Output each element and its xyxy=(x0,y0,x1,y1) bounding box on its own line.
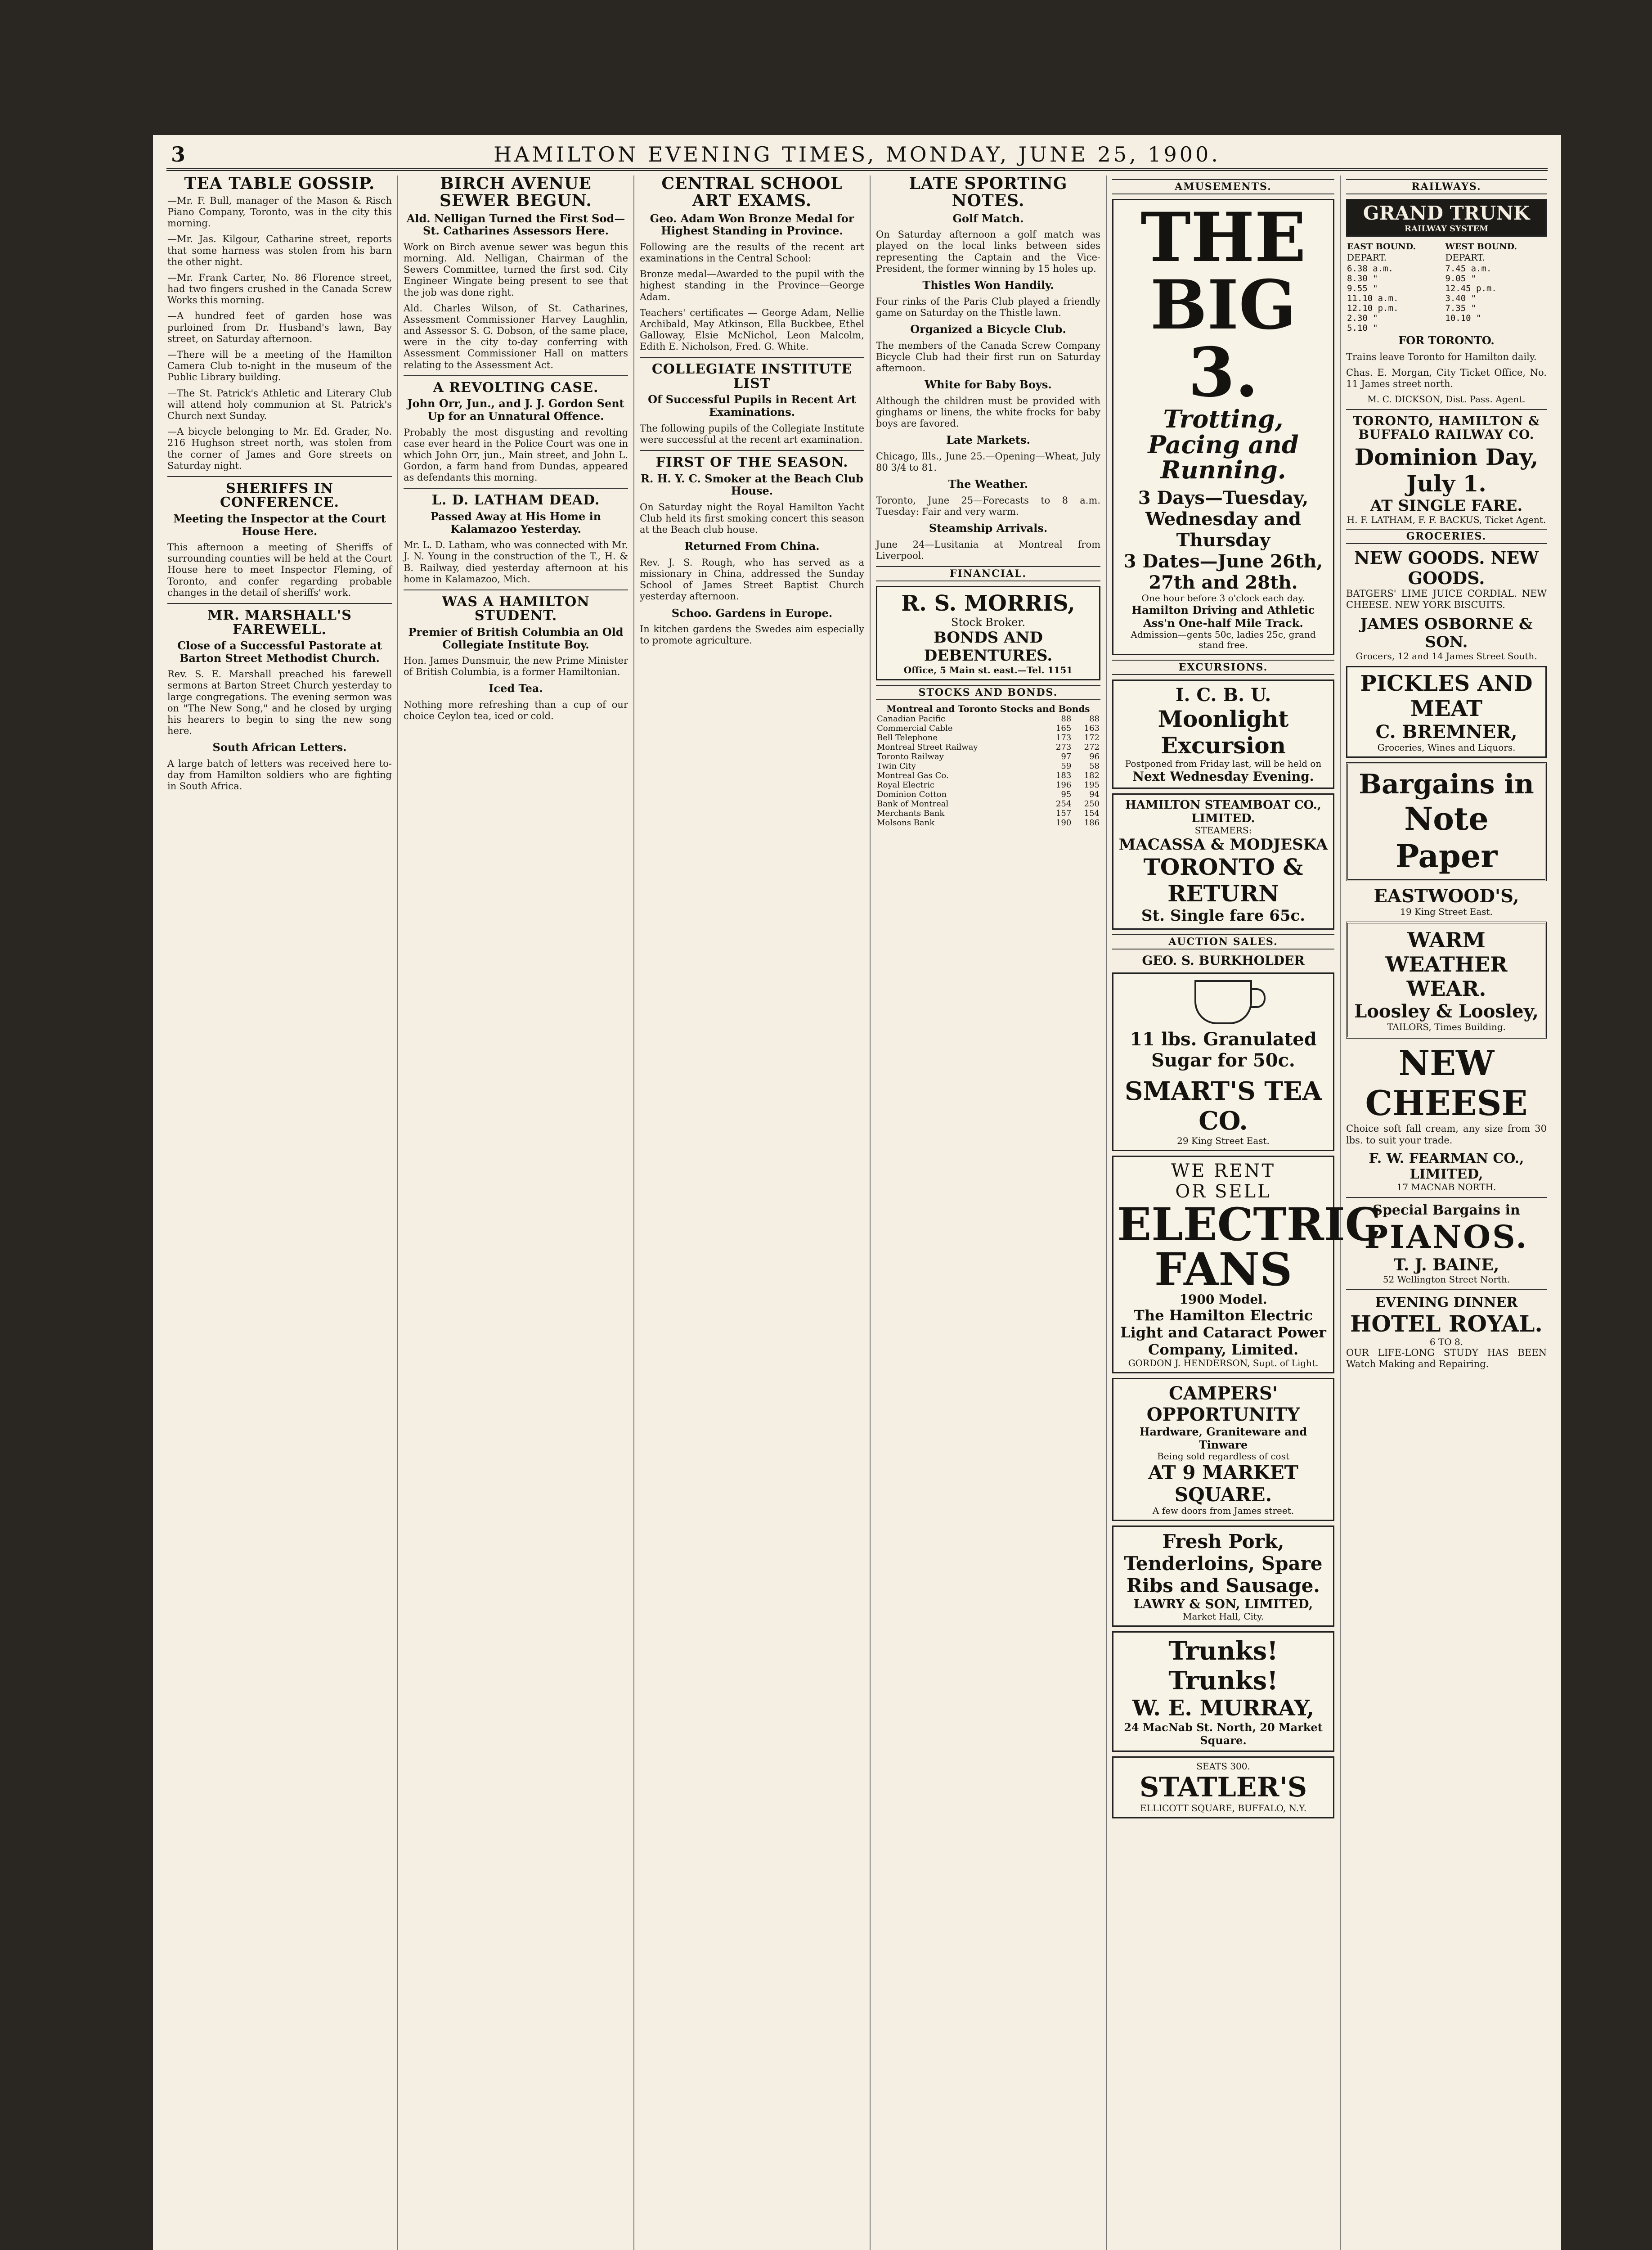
stock-name: Montreal Gas Co. xyxy=(877,771,949,781)
page-number: 3 xyxy=(171,142,186,166)
or-sell: OR SELL xyxy=(1175,1181,1271,1202)
stock-name: Merchants Bank xyxy=(877,809,945,819)
train-time: 12.10 p.m. xyxy=(1347,303,1399,313)
article-text: Four rinks of the Paris Club played a friendly game on Saturday on the Thistle lawn. xyxy=(876,296,1100,318)
article-text: On Saturday night the Royal Hamilton Yacht Club held its first smoking concert this season at the Beach club house. xyxy=(640,501,864,536)
we-rent: WE RENT xyxy=(1171,1161,1276,1182)
sugar-line1: 11 lbs. Granulated xyxy=(1130,1029,1317,1050)
steamers: STEAMERS: xyxy=(1194,825,1252,836)
special: Special Bargains in xyxy=(1373,1202,1520,1218)
article-text: Work on Birch avenue sewer was begun this morning. Ald. Nelligan, Chairman of the Sewers Committee, turned the first sod. City Engineer Wingate being present to see that the job was done right. xyxy=(404,241,628,298)
stock-name: Montreal Street Railway xyxy=(877,742,978,752)
fearman-addr: 17 MACNAB NORTH. xyxy=(1396,1181,1496,1192)
stock-ask: 183 xyxy=(1055,771,1072,781)
next-wed: Next Wednesday Evening. xyxy=(1132,769,1314,784)
stock-row xyxy=(876,752,1100,761)
article-text: The following pupils of the Collegiate Institute were successful at the recent art examination. xyxy=(640,423,864,445)
campers: CAMPERS' OPPORTUNITY xyxy=(1146,1383,1300,1426)
article-text: On Saturday afternoon a golf match was played on the local links between sides representing the Captain and the Vice-President, the former winning by 15 holes up. xyxy=(876,229,1100,274)
subhead: Premier of British Columbia an Old Collegiate Institute Boy. xyxy=(408,625,624,651)
ad-rs-morris xyxy=(876,586,1100,680)
pianos: PIANOS. xyxy=(1364,1218,1529,1256)
lawry-addr: Market Hall, City. xyxy=(1183,1611,1264,1622)
subhead-bicycle: Organized a Bicycle Club. xyxy=(910,322,1066,336)
stock-bid: 250 xyxy=(1084,799,1100,809)
ad-sugar xyxy=(1112,972,1334,1151)
murray-addr: 24 MacNab St. North, 20 Market Square. xyxy=(1124,1721,1323,1747)
ad-trunks xyxy=(1112,1631,1334,1752)
few-doors: A few doors from James street. xyxy=(1152,1505,1294,1516)
new-cheese: NEW CHEESE xyxy=(1365,1043,1528,1124)
stock-bid: 186 xyxy=(1084,818,1100,828)
eastwoods: EASTWOOD'S, xyxy=(1374,886,1519,907)
stock-name: Bank of Montreal xyxy=(877,799,949,809)
section-financial: FINANCIAL. xyxy=(876,566,1100,581)
headline-sewer: BIRCH AVENUE SEWER BEGUN. xyxy=(440,174,592,210)
east-bound: EAST BOUND. xyxy=(1347,242,1416,252)
gtr-sub: RAILWAY SYSTEM xyxy=(1405,224,1488,234)
stock-row xyxy=(876,761,1100,771)
article-text: —A hundred feet of garden hose was purloined from Dr. Husband's lawn, Bay street, on Saturday afternoon. xyxy=(167,310,392,344)
hel-co: The Hamilton Electric Light and Cataract Power Company, Limited. xyxy=(1120,1307,1326,1359)
warm: WARM WEATHER WEAR. xyxy=(1385,928,1508,1001)
dickson: M. C. DICKSON, Dist. Pass. Agent. xyxy=(1367,394,1526,405)
masthead xyxy=(166,141,1548,171)
west-times xyxy=(1444,263,1547,333)
lawry: LAWRY & SON, LIMITED, xyxy=(1133,1597,1313,1612)
stock-ask: 196 xyxy=(1055,780,1072,790)
cheese-text: Choice soft fall cream, any size from 30 lbs. to suit your trade. xyxy=(1346,1123,1547,1146)
subhead-weather: The Weather. xyxy=(948,477,1028,491)
column-sporting xyxy=(871,176,1107,2250)
eastwoods-addr: 19 King Street East. xyxy=(1400,906,1493,918)
steam-co: HAMILTON STEAMBOAT CO., LIMITED. xyxy=(1125,798,1321,826)
stock-ask: 88 xyxy=(1061,714,1072,724)
hotel-time: 6 TO 8. xyxy=(1429,1336,1463,1347)
headline-sheriffs: SHERIFFS IN CONFERENCE. xyxy=(220,480,339,511)
stock-name: Commercial Cable xyxy=(877,724,953,734)
stock-ask: 97 xyxy=(1061,752,1072,762)
article-text: —The St. Patrick's Athletic and Literary Club will attend holy communion at St. Patrick's Church next Sunday. xyxy=(167,387,392,421)
article-text: —A bicycle belonging to Mr. Ed. Grader, No. 216 Hughson street north, was stolen from the corner of James and Gore streets on Saturday night. xyxy=(167,426,392,471)
bremner-sub: Groceries, Wines and Liquors. xyxy=(1377,742,1516,753)
stock-bid: 96 xyxy=(1089,752,1100,762)
article-text: —Mr. Jas. Kilgour, Catharine street, reports that some harness was stolen from his barn the other night. xyxy=(167,234,392,267)
sold-regardless: Being sold regardless of cost xyxy=(1157,1451,1289,1462)
ad-fresh-pork xyxy=(1112,1526,1334,1627)
trains-note: Trains leave Toronto for Hamilton daily. xyxy=(1346,351,1537,362)
article-text: —Mr. Frank Carter, No. 86 Florence street, had two fingers crushed in the Canada Screw Works this morning. xyxy=(167,272,392,306)
stock-bid: 195 xyxy=(1084,780,1100,790)
osborne: JAMES OSBORNE & SON. xyxy=(1360,615,1533,652)
section-stocks: STOCKS AND BONDS. xyxy=(876,685,1100,700)
bremner: C. BREMNER, xyxy=(1375,721,1517,743)
article-text: Probably the most disgusting and revolting case ever heard in the Police Court was one in which John Orr, jun., Main street, and John L. Gordon, a farm hand from Dundas, appeared as defendants this morning. xyxy=(404,427,628,483)
article-text: In kitchen gardens the Swedes aim especially to promote agriculture. xyxy=(640,624,864,646)
ad-warm-weather xyxy=(1346,922,1547,1039)
subhead-gardens: Schoo. Gardens in Europe. xyxy=(671,606,833,620)
fans: FANS xyxy=(1154,1243,1293,1296)
agent: Chas. E. Morgan, City Ticket Office, No. 11 James street north. xyxy=(1346,367,1547,389)
stock-name: Dominion Cotton xyxy=(877,790,947,800)
dateline: HAMILTON EVENING TIMES, MONDAY, JUNE 25, 1900. xyxy=(494,142,1221,166)
big3-tpr: Trotting, Pacing and Running. xyxy=(1148,405,1299,485)
subhead: Of Successful Pupils in Recent Art Examinations. xyxy=(648,393,856,419)
stock-name: Twin City xyxy=(877,761,916,771)
subhead-thistles: Thistles Won Handily. xyxy=(922,278,1054,292)
article-text: Nothing more refreshing than a cup of our choice Ceylon tea, iced or cold. xyxy=(404,699,628,722)
ad-big3 xyxy=(1112,199,1334,655)
stock-bid: 58 xyxy=(1089,761,1100,771)
article-text: —There will be a meeting of the Hamilton Camera Club to-night in the museum of the Public Library building. xyxy=(167,349,392,383)
statlers-addr: ELLICOTT SQUARE, BUFFALO, N.Y. xyxy=(1140,1803,1307,1814)
headline-tea-table: TEA TABLE GOSSIP. xyxy=(184,174,375,193)
train-time: 6.38 a.m. xyxy=(1347,264,1393,274)
stock-bid: 172 xyxy=(1084,733,1100,743)
big3-hdaa: Hamilton Driving and Athletic Ass'n One-half Mile Track. xyxy=(1131,603,1315,630)
article-text: Toronto, June 25—Forecasts to 8 a.m. Tuesday: Fair and very warm. xyxy=(876,495,1100,517)
single-fare: AT SINGLE FARE. xyxy=(1370,496,1523,515)
stock-ask: 254 xyxy=(1055,799,1072,809)
stock-name: Canadian Pacific xyxy=(877,714,946,724)
stock-row xyxy=(876,733,1100,742)
loosley: Loosley & Loosley, xyxy=(1354,1001,1539,1022)
subhead: Ald. Nelligan Turned the First Sod—St. Catharines Assessors Here. xyxy=(406,212,625,238)
ad-statlers xyxy=(1112,1756,1334,1818)
headline-first-season: FIRST OF THE SEASON. xyxy=(655,454,848,471)
statlers-seats: SEATS 300. xyxy=(1196,1761,1250,1772)
bargains: Bargains in xyxy=(1359,769,1534,801)
ad-electric-fans xyxy=(1112,1156,1381,1373)
subhead-south-african: South African Letters. xyxy=(212,741,347,754)
headline-sporting: LATE SPORTING NOTES. xyxy=(909,174,1068,210)
stock-row xyxy=(876,818,1100,828)
ad-note-paper xyxy=(1346,762,1547,881)
stock-ask: 165 xyxy=(1055,724,1072,734)
morris-name: R. S. MORRIS, xyxy=(901,591,1075,616)
stock-ask: 95 xyxy=(1061,790,1072,800)
stocks-sub: Montreal and Toronto Stocks and Bonds xyxy=(886,703,1090,715)
headline-revolting: A REVOLTING CASE. xyxy=(433,379,599,396)
ad-campers xyxy=(1112,1378,1334,1521)
column-tea-table-gossip xyxy=(162,176,398,2250)
ad-moonlight xyxy=(1112,680,1334,789)
smarts-addr: 29 King Street East. xyxy=(1177,1135,1270,1147)
single-fare: St. Single fare 65c. xyxy=(1141,907,1306,925)
newspaper-page xyxy=(153,135,1561,2250)
article-text: Chicago, Ills., June 25.—Opening—Wheat, July 80 3/4 to 81. xyxy=(876,450,1100,473)
article-text: Although the children must be provided with ginghams or linens, the white frocks for baby boys are favored. xyxy=(876,395,1100,429)
osborne-sub: Grocers, 12 and 14 James Street South. xyxy=(1356,651,1537,662)
stocks-table xyxy=(876,714,1100,828)
subhead: R. H. Y. C. Smoker at the Beach Club House. xyxy=(641,472,863,498)
new-goods: NEW GOODS. NEW GOODS. xyxy=(1354,547,1539,588)
stock-row xyxy=(876,780,1100,790)
fresh-pork: Fresh Pork, Tenderloins, Spare Ribs and Sausage. xyxy=(1124,1530,1323,1597)
icbu: I. C. B. U. xyxy=(1175,684,1271,706)
subhead-markets: Late Markets. xyxy=(946,433,1030,447)
toronto-head: FOR TORONTO. xyxy=(1398,334,1495,347)
article-text: June 24—Lusitania at Montreal from Liverpool. xyxy=(876,539,1100,561)
stock-bid: 163 xyxy=(1084,724,1100,734)
train-time: 3.40 " xyxy=(1445,293,1477,303)
stock-row xyxy=(876,790,1100,799)
subhead-china: Returned From China. xyxy=(684,540,820,553)
big3-days: 3 Days—Tuesday, Wednesday and Thursday xyxy=(1138,487,1309,551)
toronto-return: TORONTO & RETURN xyxy=(1143,854,1303,907)
section-railways: RAILWAYS. xyxy=(1346,179,1547,194)
moonlight: Moonlight Excursion xyxy=(1158,706,1289,759)
column-art-exams xyxy=(634,176,871,2250)
depart: DEPART. xyxy=(1445,252,1485,263)
article-text: Ald. Charles Wilson, of St. Catharines, Assessment Commissioner Harvey Laughlin, and Assessor S. G. Dobson, of the same place, were in the city to-day conferring with Assessment Commissioner Hall on matters relating to the Assessment Act. xyxy=(404,302,628,370)
stock-bid: 272 xyxy=(1084,742,1100,752)
teacup-icon xyxy=(1194,980,1252,1024)
evening-dinner: EVENING DINNER xyxy=(1375,1294,1518,1310)
stock-ask: 157 xyxy=(1055,809,1072,819)
train-time: 7.45 a.m. xyxy=(1445,264,1492,274)
train-time: 9.55 " xyxy=(1347,284,1378,293)
hotel-royal: HOTEL ROYAL. xyxy=(1350,1310,1543,1337)
section-groceries: GROCERIES. xyxy=(1346,529,1547,544)
henderson: GORDON J. HENDERSON, Supt. of Light. xyxy=(1128,1358,1319,1369)
headline-collegiate: COLLEGIATE INSTITUTE LIST xyxy=(651,361,853,392)
column-railways xyxy=(1341,176,1552,2250)
subhead-steamship: Steamship Arrivals. xyxy=(929,522,1048,535)
subhead-baby-boys: White for Baby Boys. xyxy=(925,378,1052,392)
subhead: John Orr, Jun., and J. J. Gordon Sent Up for an Unnatural Offence. xyxy=(407,397,624,423)
stock-ask: 190 xyxy=(1055,818,1072,828)
headline-marshall: MR. MARSHALL'S FAREWELL. xyxy=(207,608,352,638)
market-sq: AT 9 MARKET SQUARE. xyxy=(1148,1462,1298,1506)
stock-bid: 182 xyxy=(1084,771,1100,781)
pickles: PICKLES AND MEAT xyxy=(1360,671,1533,722)
stock-row xyxy=(876,799,1100,809)
stock-name: Toronto Railway xyxy=(877,752,944,762)
stock-ask: 59 xyxy=(1061,761,1072,771)
big3-note: One hour before 3 o'clock each day. xyxy=(1141,593,1305,604)
article-text: A large batch of letters was received here to-day from Hamilton soldiers who are fighting in South Africa. xyxy=(167,758,392,792)
postponed: Postponed from Friday last, will be held on xyxy=(1125,758,1322,770)
headline-latham: L. D. LATHAM DEAD. xyxy=(431,492,600,508)
train-time: 11.10 a.m. xyxy=(1347,293,1399,303)
stock-name: Bell Telephone xyxy=(877,733,938,743)
grocery-items: BATGERS' LIME JUICE CORDIAL. NEW CHEESE. NEW YORK BISCUITS. xyxy=(1346,588,1547,611)
statlers: STATLER'S xyxy=(1139,1772,1307,1804)
article-text: This afternoon a meeting of Sheriffs of surrounding counties will be held at the Court House here to meet Inspector Fleming, of Toronto, and confer regarding probable changes in the detail of sheriffs' work. xyxy=(167,542,392,598)
subhead: Passed Away at His Home in Kalamazoo Yesterday. xyxy=(430,509,602,536)
section-amusements: AMUSEMENTS. xyxy=(1112,179,1334,194)
baine: T. J. BAINE, xyxy=(1393,1255,1499,1274)
article-text: Rev. J. S. Rough, who has served as a missionary in China, addressed the Sunday School of James Street Baptist Church yesterday afternoon. xyxy=(640,557,864,602)
gtr: GRAND TRUNK xyxy=(1363,202,1530,224)
stock-name: Molsons Bank xyxy=(877,818,935,828)
stock-ask: 173 xyxy=(1055,733,1072,743)
big3-admission: Admission—gents 50c, ladies 25c, grand stand free. xyxy=(1131,629,1316,651)
train-time: 10.10 " xyxy=(1445,313,1481,323)
stock-name: Royal Electric xyxy=(877,780,935,790)
burkholder: GEO. S. BURKHOLDER xyxy=(1142,953,1305,968)
subhead-iced-tea: Iced Tea. xyxy=(489,682,543,695)
train-time: 9.05 " xyxy=(1445,274,1477,284)
article-text: Mr. L. D. Latham, who was connected with Mr. J. N. Young in the construction of the T., H. & B. Railway, died yesterday afternoon at his home in Kalamazoo, Mich. xyxy=(404,540,628,585)
train-time: 7.35 " xyxy=(1445,303,1477,313)
ad-steamboat xyxy=(1112,793,1334,930)
stock-row xyxy=(876,714,1100,724)
trunks: Trunks! Trunks! xyxy=(1168,1636,1278,1696)
train-time: 2.30 " xyxy=(1347,313,1378,323)
big3-dates: 3 Dates—June 26th, 27th and 28th. xyxy=(1123,551,1323,594)
dominion: Dominion Day, July 1. xyxy=(1354,443,1539,497)
article-text: Bronze medal—Awarded to the pupil with the highest standing in the Province—George Adam. xyxy=(640,269,864,302)
model: 1900 Model. xyxy=(1179,1292,1267,1307)
macassa: MACASSA & MODJESKA xyxy=(1118,836,1328,854)
headline-student: WAS A HAMILTON STUDENT. xyxy=(442,594,590,624)
ad-pickles xyxy=(1346,666,1547,758)
baine-addr: 52 Wellington Street North. xyxy=(1383,1274,1510,1285)
subhead-golf: Golf Match. xyxy=(952,212,1024,225)
grand-trunk-schedule xyxy=(1346,241,1547,333)
big3-title: THE BIG 3. xyxy=(1140,198,1306,412)
morris-sub: Stock Broker. xyxy=(951,616,1025,629)
west-bound: WEST BOUND. xyxy=(1445,242,1517,252)
morris-bonds: BONDS AND DEBENTURES. xyxy=(924,629,1053,665)
tailors: TAILORS, Times Building. xyxy=(1387,1022,1506,1033)
subhead: Close of a Successful Pastorate at Barton Street Methodist Church. xyxy=(177,639,382,665)
smarts: SMART'S TEA CO. xyxy=(1125,1076,1322,1136)
thb: TORONTO, HAMILTON & BUFFALO RAILWAY CO. xyxy=(1352,414,1540,442)
train-time: 8.30 " xyxy=(1347,274,1378,284)
article-text: Following are the results of the recent art examinations in the Central School: xyxy=(640,241,864,264)
stock-row xyxy=(876,809,1100,818)
stock-row xyxy=(876,742,1100,752)
ad-grand-trunk xyxy=(1346,199,1547,237)
hardware: Hardware, Graniteware and Tinware xyxy=(1139,1425,1307,1452)
note-paper: Note Paper xyxy=(1395,800,1498,875)
stock-bid: 94 xyxy=(1089,790,1100,800)
sugar-line2: Sugar for 50c. xyxy=(1151,1050,1295,1071)
electric: ELECTRIC xyxy=(1117,1198,1381,1251)
fearman: F. W. FEARMAN CO., LIMITED, xyxy=(1369,1150,1524,1182)
subhead: Geo. Adam Won Bronze Medal for Highest Standing in Province. xyxy=(650,212,854,238)
article-text: The members of the Canada Screw Company Bicycle Club had their first run on Saturday afternoon. xyxy=(876,340,1100,374)
stock-bid: 88 xyxy=(1089,714,1100,724)
murray: W. E. MURRAY, xyxy=(1132,1696,1315,1721)
stock-row xyxy=(876,724,1100,733)
latham: H. F. LATHAM, F. F. BACKUS, Ticket Agent. xyxy=(1347,514,1546,525)
article-text: Rev. S. E. Marshall preached his farewell sermons at Barton Street Church yesterday to large congregations. The evening sermon was on "The New Song," and he closed by urging his hearers to begin to sing the new song here. xyxy=(167,669,392,737)
column-sewer xyxy=(398,176,634,2250)
article-text: Teachers' certificates — George Adam, Nellie Archibald, May Atkinson, Ella Buckbee, Ethel Galloway, Elsie McNichol, Leon Malcolm, Edith E. Nicholson, Fred. G. White. xyxy=(640,307,864,352)
stock-row xyxy=(876,771,1100,780)
article-text: —Mr. F. Bull, manager of the Mason & Risch Piano Company, Toronto, was in the city this morning. xyxy=(167,195,392,229)
headline-art-exams: CENTRAL SCHOOL ART EXAMS. xyxy=(661,174,843,210)
study: OUR LIFE-LONG STUDY HAS BEEN Watch Making and Repairing. xyxy=(1346,1347,1547,1369)
section-auction: AUCTION SALES. xyxy=(1112,934,1334,950)
subhead: Meeting the Inspector at the Court House Here. xyxy=(173,512,386,538)
section-excursions: EXCURSIONS. xyxy=(1112,660,1334,675)
train-time: 12.45 p.m. xyxy=(1445,284,1497,293)
stock-ask: 273 xyxy=(1055,742,1072,752)
train-time: 5.10 " xyxy=(1347,323,1378,333)
east-times xyxy=(1346,263,1444,333)
morris-office: Office, 5 Main st. east.—Tel. 1151 xyxy=(903,665,1073,676)
stock-bid: 154 xyxy=(1084,809,1100,819)
article-text: Hon. James Dunsmuir, the new Prime Minister of British Columbia, is a former Hamiltonian. xyxy=(404,655,628,678)
depart: DEPART. xyxy=(1347,252,1387,263)
